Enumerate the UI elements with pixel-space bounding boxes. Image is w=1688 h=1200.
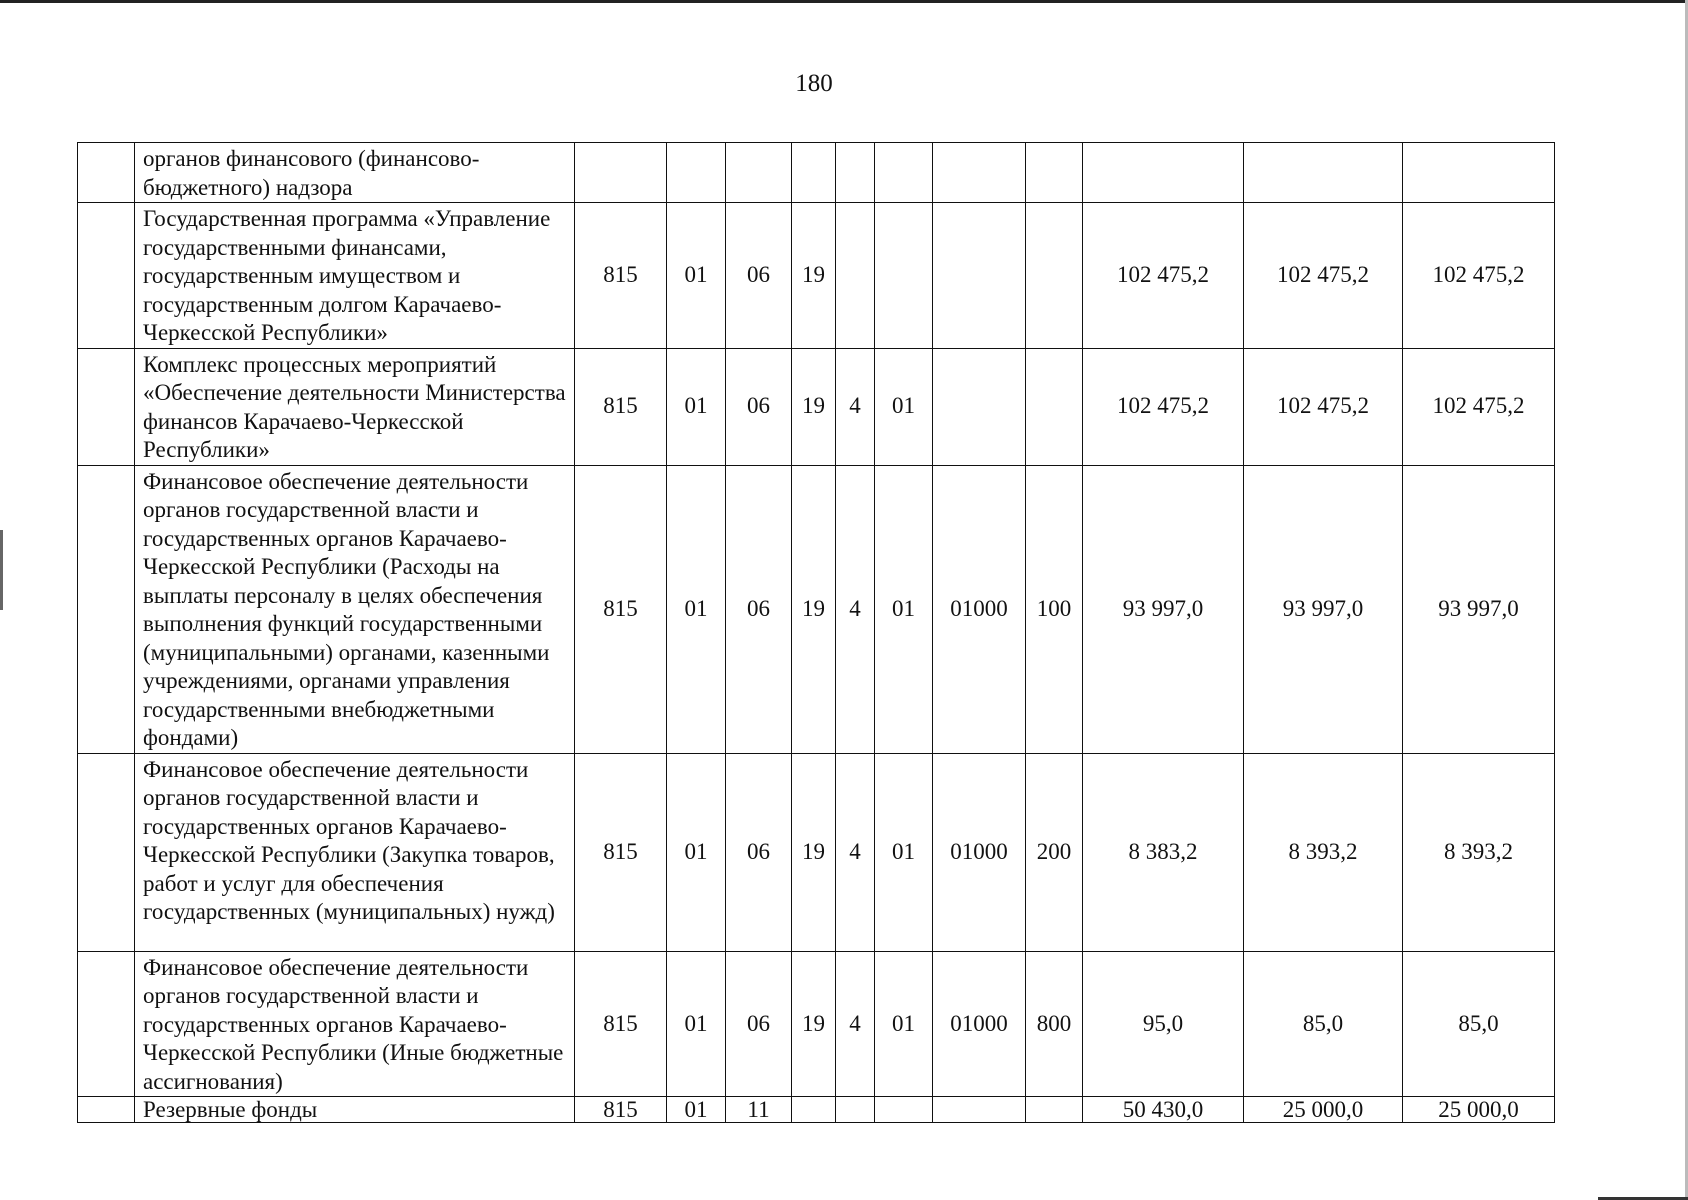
section-code-cell: 01 <box>667 465 726 753</box>
amount-year-3-cell: 93 997,0 <box>1403 465 1555 753</box>
amount-year-1-cell <box>1083 143 1244 203</box>
subsection-code-cell: 06 <box>726 465 792 753</box>
program-code-cell: 19 <box>792 348 836 465</box>
table-row <box>78 753 1555 951</box>
direction-code-cell <box>933 1097 1026 1123</box>
amount-year-2-cell: 85,0 <box>1244 951 1403 1097</box>
scan-edge-top <box>0 0 1688 3</box>
subsection-code-cell <box>726 143 792 203</box>
scan-edge-left <box>0 530 3 610</box>
amount-year-1-cell: 93 997,0 <box>1083 465 1244 753</box>
section-code-cell: 01 <box>667 203 726 349</box>
admin-code-cell <box>575 143 667 203</box>
admin-code-cell: 815 <box>575 951 667 1097</box>
amount-year-2-cell: 93 997,0 <box>1244 465 1403 753</box>
subprogram-code-cell: 4 <box>836 348 875 465</box>
amount-year-3-cell: 102 475,2 <box>1403 348 1555 465</box>
program-code-cell: 19 <box>792 465 836 753</box>
amount-year-2-cell <box>1244 143 1403 203</box>
subsection-code-cell: 06 <box>726 348 792 465</box>
program-code-cell <box>792 1097 836 1123</box>
expense-type-code-cell <box>1026 143 1083 203</box>
subsection-code-cell: 11 <box>726 1097 792 1123</box>
subprogram-code-cell <box>836 1097 875 1123</box>
row-name-cell: Резервные фонды <box>135 1097 575 1123</box>
admin-code-cell: 815 <box>575 465 667 753</box>
table-row <box>78 203 1555 349</box>
row-number-cell <box>78 465 135 753</box>
amount-year-2-cell: 8 393,2 <box>1244 753 1403 951</box>
amount-year-1-cell: 102 475,2 <box>1083 348 1244 465</box>
expense-type-code-cell <box>1026 1097 1083 1123</box>
amount-year-3-cell: 85,0 <box>1403 951 1555 1097</box>
table-row <box>78 348 1555 465</box>
subprogram-code-cell <box>836 203 875 349</box>
page-number: 180 <box>795 70 833 97</box>
table-body <box>78 143 1555 1123</box>
table-row <box>78 1097 1555 1123</box>
row-number-cell <box>78 143 135 203</box>
amount-year-1-cell: 50 430,0 <box>1083 1097 1244 1123</box>
amount-year-1-cell: 8 383,2 <box>1083 753 1244 951</box>
expense-type-code-cell <box>1026 203 1083 349</box>
direction-code-cell: 01000 <box>933 951 1026 1097</box>
admin-code-cell: 815 <box>575 348 667 465</box>
expense-type-code-cell: 100 <box>1026 465 1083 753</box>
admin-code-cell: 815 <box>575 203 667 349</box>
expense-type-code-cell: 800 <box>1026 951 1083 1097</box>
activity-code-cell <box>875 203 933 349</box>
row-name-cell: Комплекс процессных мероприятий «Обеспечение деятельности Министерства финансов Карачаево-Черкесской Республики» <box>135 348 575 465</box>
direction-code-cell <box>933 348 1026 465</box>
row-name-cell: Финансовое обеспечение деятельности органов государственной власти и государственных органов Карачаево-Черкесской Республики (Закупка товаров, работ и услуг для обеспечения государственных (муниципальных) нужд) <box>135 753 575 951</box>
direction-code-cell <box>933 143 1026 203</box>
amount-year-3-cell: 102 475,2 <box>1403 203 1555 349</box>
subprogram-code-cell: 4 <box>836 753 875 951</box>
section-code-cell: 01 <box>667 1097 726 1123</box>
amount-year-2-cell: 102 475,2 <box>1244 203 1403 349</box>
direction-code-cell: 01000 <box>933 753 1026 951</box>
expense-type-code-cell: 200 <box>1026 753 1083 951</box>
amount-year-3-cell: 8 393,2 <box>1403 753 1555 951</box>
activity-code-cell: 01 <box>875 465 933 753</box>
table-row <box>78 465 1555 753</box>
activity-code-cell: 01 <box>875 753 933 951</box>
subprogram-code-cell <box>836 143 875 203</box>
row-number-cell <box>78 753 135 951</box>
program-code-cell: 19 <box>792 203 836 349</box>
subprogram-code-cell: 4 <box>836 465 875 753</box>
amount-year-1-cell: 95,0 <box>1083 951 1244 1097</box>
program-code-cell <box>792 143 836 203</box>
row-number-cell <box>78 203 135 349</box>
amount-year-3-cell: 25 000,0 <box>1403 1097 1555 1123</box>
subsection-code-cell: 06 <box>726 951 792 1097</box>
row-number-cell <box>78 951 135 1097</box>
expense-type-code-cell <box>1026 348 1083 465</box>
direction-code-cell: 01000 <box>933 465 1026 753</box>
amount-year-3-cell <box>1403 143 1555 203</box>
section-code-cell: 01 <box>667 348 726 465</box>
program-code-cell: 19 <box>792 951 836 1097</box>
direction-code-cell <box>933 203 1026 349</box>
row-name-cell: Финансовое обеспечение деятельности органов государственной власти и государственных органов Карачаево-Черкесской Республики (Расходы на выплаты персоналу в целях обеспечения выполнения функций государственными (муниципальными) органами, казенными учреждениями, органами управления государственными внебюджетными фондами) <box>135 465 575 753</box>
amount-year-2-cell: 102 475,2 <box>1244 348 1403 465</box>
section-code-cell: 01 <box>667 753 726 951</box>
row-number-cell <box>78 348 135 465</box>
section-code-cell <box>667 143 726 203</box>
section-code-cell: 01 <box>667 951 726 1097</box>
program-code-cell: 19 <box>792 753 836 951</box>
subsection-code-cell: 06 <box>726 203 792 349</box>
table-row <box>78 143 1555 203</box>
admin-code-cell: 815 <box>575 1097 667 1123</box>
row-number-cell <box>78 1097 135 1123</box>
amount-year-1-cell: 102 475,2 <box>1083 203 1244 349</box>
subprogram-code-cell: 4 <box>836 951 875 1097</box>
amount-year-2-cell: 25 000,0 <box>1244 1097 1403 1123</box>
budget-table <box>77 142 1555 1123</box>
row-name-cell: Финансовое обеспечение деятельности органов государственной власти и государственных органов Карачаево-Черкесской Республики (Иные бюджетные ассигнования) <box>135 951 575 1097</box>
table-row <box>78 951 1555 1097</box>
admin-code-cell: 815 <box>575 753 667 951</box>
subsection-code-cell: 06 <box>726 753 792 951</box>
activity-code-cell <box>875 143 933 203</box>
row-name-cell: Государственная программа «Управление государственными финансами, государственным имуществом и государственным долгом Карачаево-Черкесской Республики» <box>135 203 575 349</box>
activity-code-cell: 01 <box>875 951 933 1097</box>
activity-code-cell: 01 <box>875 348 933 465</box>
activity-code-cell <box>875 1097 933 1123</box>
row-name-cell: органов финансового (финансово-бюджетного) надзора <box>135 143 575 203</box>
